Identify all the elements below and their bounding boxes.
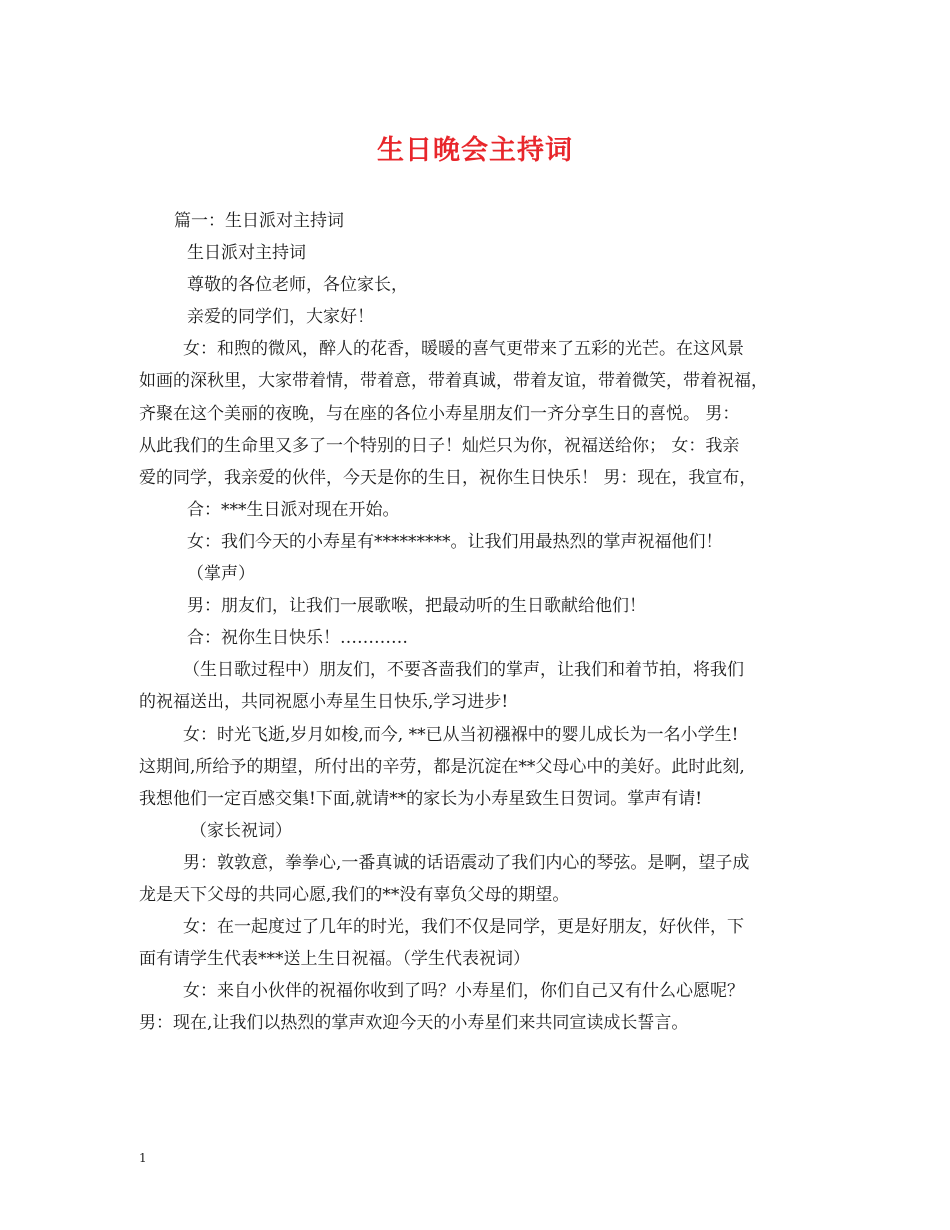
paragraph-line: 这期间,所给予的期望，所付出的辛劳，都是沉淀在**父母心中的美好。此时此刻,: [139, 756, 745, 777]
paragraph-line: （生日歌过程中）朋友们，不要吝啬我们的掌声，让我们和着节拍，将我们: [183, 660, 744, 681]
paragraph-line: 女：和煦的微风，醉人的花香，暖暖的喜气更带来了五彩的光芒。在这风景: [183, 339, 744, 360]
paragraph-line: 篇一：生日派对主持词: [174, 211, 344, 231]
paragraph-line: 面有请学生代表***送上生日祝福。（学生代表祝词）: [139, 949, 530, 970]
paragraph-line: 合：祝你生日快乐！…………: [187, 628, 408, 649]
paragraph-line: 龙是天下父母的共同心愿,我们的**没有辜负父母的期望。: [139, 884, 570, 905]
paragraph-line: 齐聚在这个美丽的夜晚，与在座的各位小寿星朋友们一齐分享生日的喜悦。 男：: [139, 403, 740, 424]
paragraph-line: 女：时光飞逝,岁月如梭,而今, **已从当初襁褓中的婴儿成长为一名小学生!: [183, 724, 739, 745]
paragraph-line: 我想他们一定百感交集!下面,就请**的家长为小寿星致生日贺词。掌声有请!: [139, 788, 703, 809]
paragraph-line: （掌声）: [187, 564, 255, 585]
paragraph-line: 的祝福送出，共同祝愿小寿星生日快乐,学习进步!: [139, 692, 509, 713]
paragraph-line: 女：我们今天的小寿星有*********。让我们用最热烈的掌声祝福他们！: [187, 531, 723, 552]
document-title: 生日晚会主持词: [377, 135, 573, 166]
paragraph-line: 男：敦敦意，拳拳心,一番真诚的话语震动了我们内心的琴弦。是啊，望子成: [183, 852, 750, 873]
paragraph-line: 尊敬的各位老师，各位家长，: [187, 275, 408, 296]
paragraph-line: 生日派对主持词: [187, 243, 306, 264]
paragraph-line: 如画的深秋里，大家带着情，带着意，带着真诚，带着友谊，带着微笑，带着祝福，: [139, 371, 768, 392]
paragraph-line: 男：现在,让我们以热烈的掌声欢迎今天的小寿星们来共同宣读成长誓言。: [139, 1013, 689, 1034]
paragraph-line: 合：***生日派对现在开始。: [187, 499, 400, 520]
paragraph-line: 从此我们的生命里又多了一个特别的日子！灿烂只为你，祝福送给你； 女：我亲: [139, 435, 740, 456]
paragraph-line: 爱的同学，我亲爱的伙伴，今天是你的生日，祝你生日快乐！ 男：现在，我宣布，: [139, 467, 757, 488]
paragraph-line: 女：来自小伙伴的祝福你收到了吗？小寿星们，你们自己又有什么心愿呢？: [183, 981, 744, 1002]
document-body: [139, 205, 814, 1039]
paragraph-line: 女：在一起度过了几年的时光，我们不仅是同学，更是好朋友，好伙伴，下: [183, 917, 744, 938]
paragraph-line: 亲爱的同学们，大家好！: [187, 307, 374, 328]
paragraph-line: （家长祝词）: [190, 820, 292, 841]
page-number: 1: [139, 1151, 147, 1165]
paragraph-line: 男：朋友们，让我们一展歌喉，把最动听的生日歌献给他们！: [187, 596, 646, 617]
